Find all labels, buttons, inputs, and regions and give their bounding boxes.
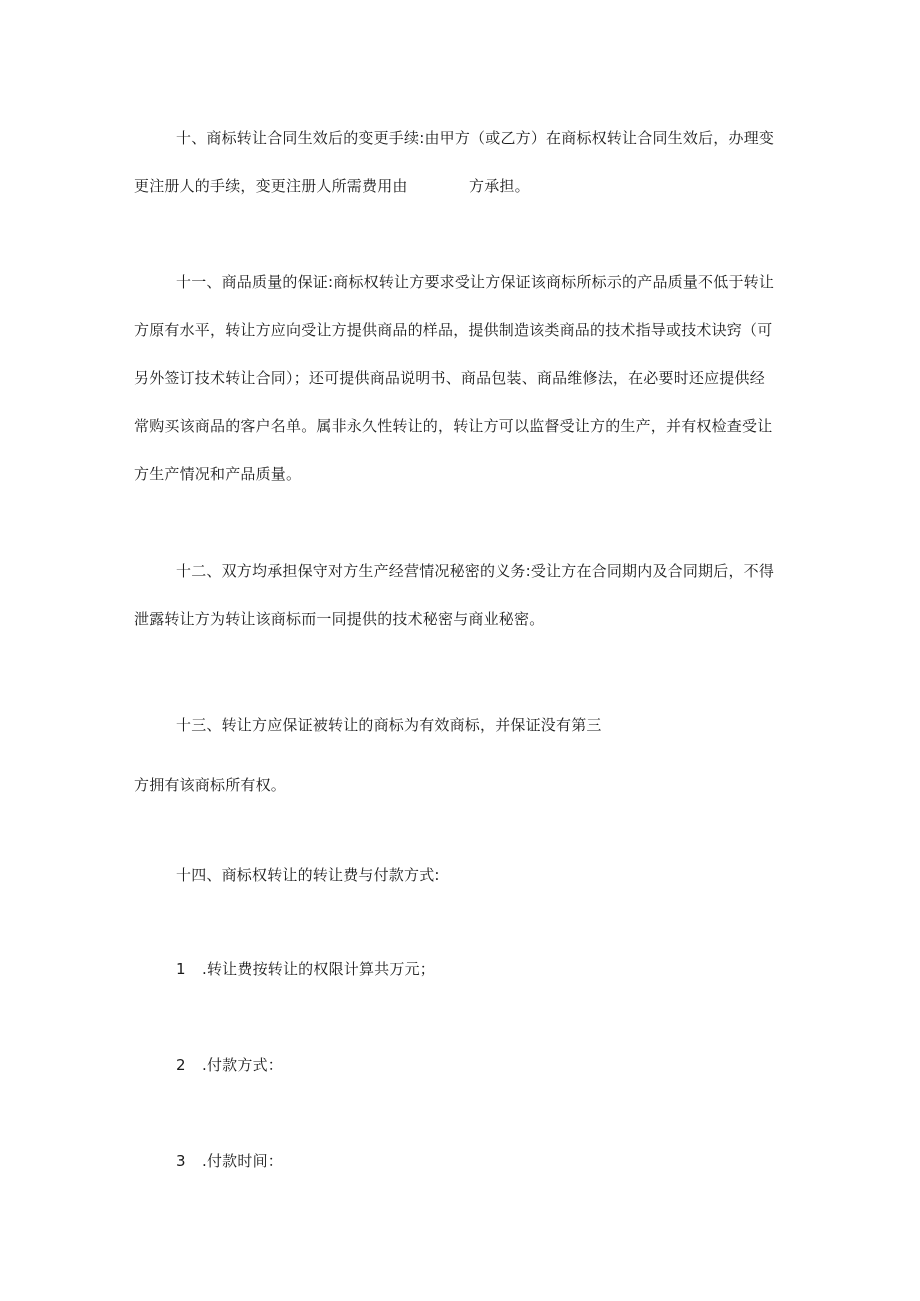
clause-12-line-2: 泄露转让方为转让该商标而一同提供的技术秘密与商业秘密。	[134, 610, 545, 628]
clause-11-line-1: 十一、商品质量的保证:商标权转让方要求受让方保证该商标所标示的产品质量不低于转让	[176, 273, 775, 291]
clause-11-line-4: 常购买该商品的客户名单。属非永久性转让的，转让方可以监督受让方的生产，并有权检查受让	[134, 417, 773, 435]
clause-11-line-5: 方生产情况和产品质量。	[134, 465, 302, 483]
payment-item-3	[176, 1151, 283, 1171]
payment-item-text: .付款方式：	[202, 1056, 283, 1074]
payment-item-1	[176, 959, 435, 979]
payment-item-number: 2	[176, 1056, 186, 1074]
clause-13-line-1: 十三、转让方应保证被转让的商标为有效商标，并保证没有第三	[176, 716, 602, 734]
payment-item-text: .转让费按转让的权限计算共万元；	[202, 960, 435, 978]
payment-item-number: 3	[176, 1152, 186, 1170]
payment-item-2	[176, 1055, 283, 1075]
clause-11-line-3: 另外签订技术转让合同）；还可提供商品说明书、商品包装、商品维修法，在必要时还应提供经	[134, 369, 765, 387]
payment-item-text: .付款时间：	[202, 1152, 283, 1170]
clause-10-line-2a: 更注册人的手续，变更注册人所需费用由	[134, 177, 408, 195]
clause-12-line-1: 十二、双方均承担保守对方生产经营情况秘密的义务:受让方在合同期内及合同期后，不得	[176, 562, 775, 580]
clause-13-line-2: 方拥有该商标所有权。	[134, 776, 287, 794]
clause-10-line-2b: 方承担。	[469, 177, 530, 195]
clause-10-line-1: 十、商标转让合同生效后的变更手续:由甲方（或乙方）在商标权转让合同生效后，办理变	[176, 129, 775, 147]
clause-14-title: 十四、商标权转让的转让费与付款方式:	[176, 866, 440, 884]
clause-11-line-2: 方原有水平，转让方应向受让方提供商品的样品，提供制造该类商品的技术指导或技术诀窍（可	[134, 321, 773, 339]
payment-item-number: 1	[176, 960, 186, 978]
